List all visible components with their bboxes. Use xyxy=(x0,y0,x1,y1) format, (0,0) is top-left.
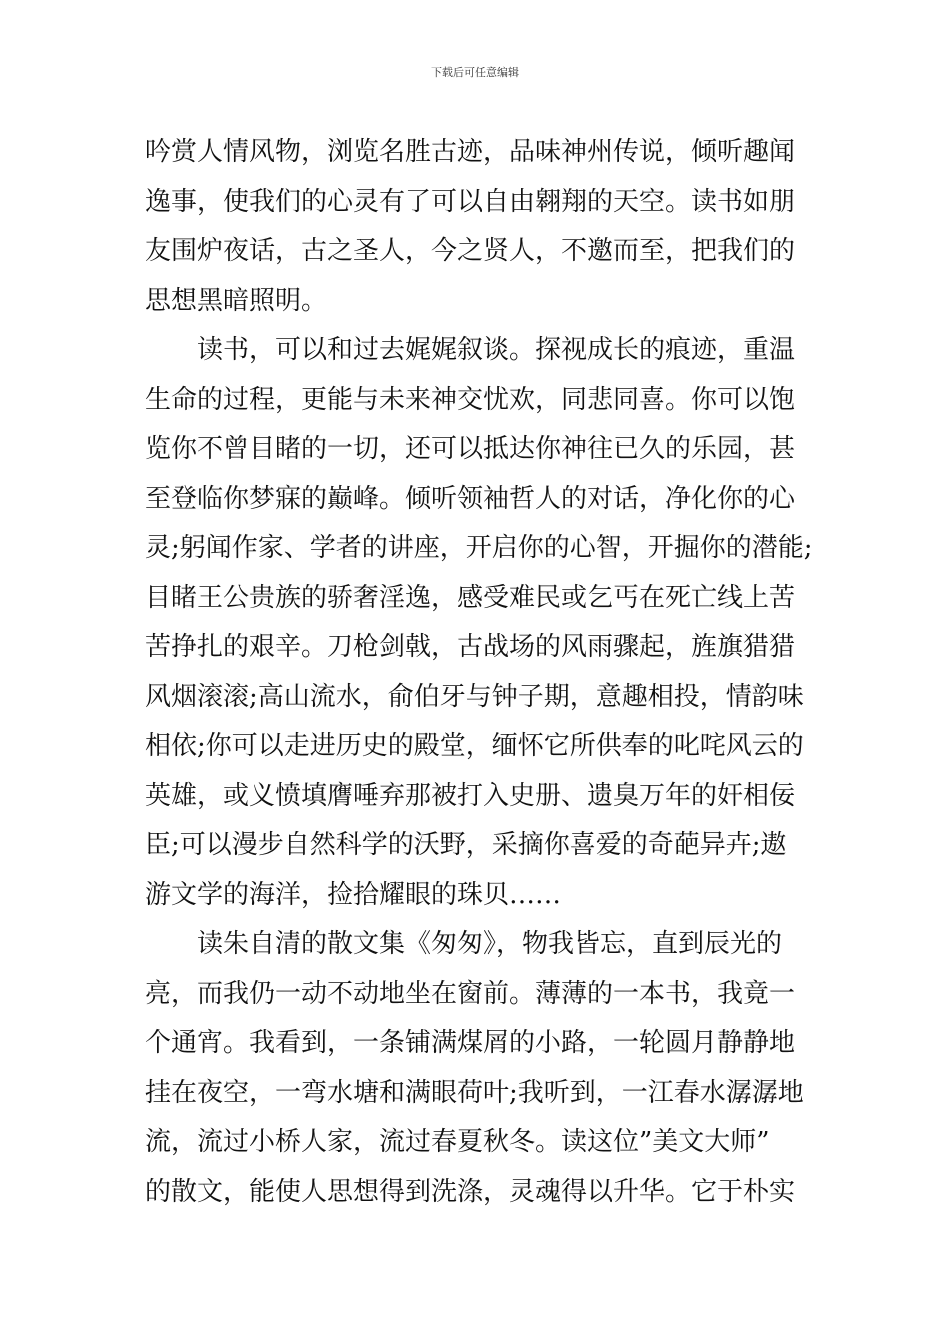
paragraph-3 xyxy=(145,920,815,1217)
text-line: 相依;你可以走进历史的殿堂，缅怀它所供奉的叱咤风云的 xyxy=(145,731,804,761)
text-line: 友围炉夜话，古之圣人，今之贤人，不邀而至，把我们的 xyxy=(145,236,796,266)
text-line: 读朱自清的散文集《匆匆》，物我皆忘，直到辰光的 xyxy=(197,929,783,959)
text-line: 个通宵。我看到，一条铺满煤屑的小路，一轮圆月静静地 xyxy=(145,1028,796,1058)
text-line: 挂在夜空，一弯水塘和满眼荷叶;我听到，一江春水潺潺地 xyxy=(145,1077,804,1108)
document-body xyxy=(145,128,815,1217)
text-line: 亮，而我仍一动不动地坐在窗前。薄薄的一本书，我竟一 xyxy=(145,978,796,1009)
text-line: 目睹王公贵族的骄奢淫逸，感受难民或乞丐在死亡线上苦 xyxy=(145,582,796,613)
text-line: 吟赏人情风物，浏览名胜古迹，品味神州传说，倾听趣闻 xyxy=(145,137,796,167)
paragraph-1 xyxy=(145,128,815,326)
text-line: 流，流过小桥人家，流过春夏秋冬。读这位”美文大师” xyxy=(145,1127,770,1157)
text-line: 游文学的海洋，捡拾耀眼的珠贝…… xyxy=(145,879,562,910)
page-header: 下载后可任意编辑 xyxy=(431,66,519,79)
text-line: 览你不曾目睹的一切，还可以抵达你神往已久的乐园，甚 xyxy=(145,434,796,464)
text-line: 逸事，使我们的心灵有了可以自由翱翔的天空。读书如朋 xyxy=(145,186,796,217)
paragraph-2 xyxy=(145,326,815,920)
text-line: 英雄，或义愤填膺唾弃那被打入史册、遗臭万年的奸相佞 xyxy=(145,780,796,811)
text-line: 读书，可以和过去娓娓叙谈。探视成长的痕迹，重温 xyxy=(197,335,796,365)
text-line: 至登临你梦寐的巅峰。倾听领袖哲人的对话，净化你的心 xyxy=(145,483,796,514)
text-line: 思想黑暗照明。 xyxy=(145,285,328,316)
text-line: 臣;可以漫步自然科学的沃野，采摘你喜爱的奇葩异卉;遨 xyxy=(145,830,787,860)
text-line: 风烟滚滚;高山流水，俞伯牙与钟子期，意趣相投，情韵味 xyxy=(145,681,804,712)
text-line: 生命的过程，更能与未来神交忧欢，同悲同喜。你可以饱 xyxy=(145,384,796,415)
text-line: 的散文，能使人思想得到洗涤，灵魂得以升华。它于朴实 xyxy=(145,1176,796,1207)
text-line: 苦挣扎的艰辛。刀枪剑戟，古战场的风雨骤起，旌旗猎猎 xyxy=(145,632,796,662)
text-line: 灵;躬闻作家、学者的讲座，开启你的心智，开掘你的潜能; xyxy=(145,533,813,563)
